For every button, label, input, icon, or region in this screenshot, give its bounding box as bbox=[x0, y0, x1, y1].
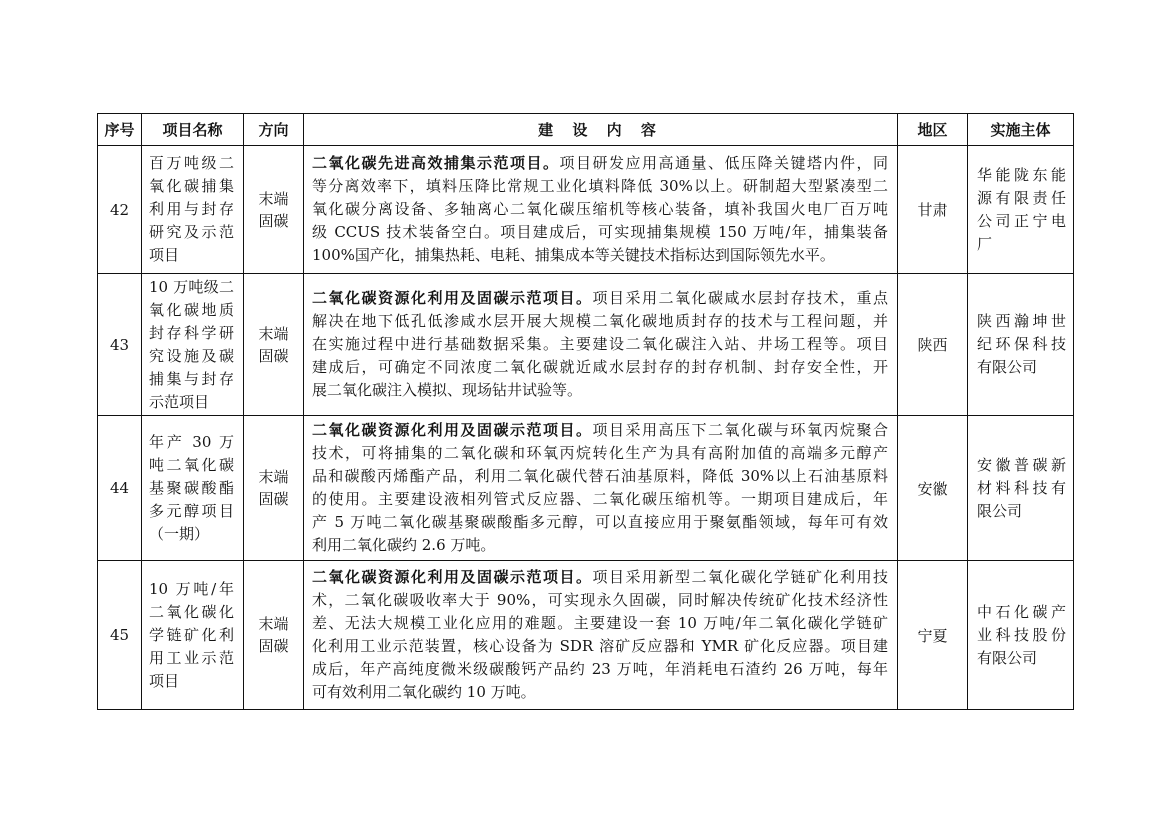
content-line bbox=[312, 589, 888, 612]
entity-line: 限公司 bbox=[977, 501, 1023, 520]
header-region bbox=[898, 114, 968, 146]
content-text: 差、无法大规模工业化应用的难题。主要建设一套 10 万吨/年二氧化碳化学链矿 bbox=[312, 614, 888, 632]
header-name bbox=[142, 114, 244, 146]
region: 宁夏 bbox=[917, 626, 948, 645]
project-name-line: 氧化碳捕集 bbox=[149, 177, 234, 195]
content-text: 等分离效率下，填料压降比常规工业化填料降低 30%以上。研制超大型紧凑型二 bbox=[312, 177, 888, 195]
direction-cell bbox=[244, 146, 304, 274]
region: 安徽 bbox=[917, 479, 948, 498]
row-number-cell bbox=[98, 416, 142, 561]
content-line bbox=[312, 356, 888, 379]
content-line bbox=[312, 566, 888, 589]
table-row bbox=[98, 274, 1074, 416]
project-name-line: 基聚碳酸酯 bbox=[149, 478, 234, 497]
content-text: 建成后，可确定不同浓度二氧化碳就近咸水层封存的封存机制、封存安全性，开 bbox=[312, 358, 888, 376]
content-line bbox=[312, 175, 888, 198]
entity-line: 安徽普碳新 bbox=[977, 455, 1066, 474]
content-text: 术，二氧化碳吸收率大于 90%，可实现永久固碳，同时解决传统矿化技术经济性 bbox=[312, 591, 888, 609]
entity-line: 业科技股份 bbox=[977, 625, 1066, 644]
row-number: 44 bbox=[109, 479, 130, 497]
content-text: 项目采用高压下二氧化碳与环氧丙烷聚合 bbox=[592, 421, 888, 439]
direction-line: 末端 bbox=[258, 324, 289, 343]
project-name-cell bbox=[142, 146, 244, 274]
project-name-line: 百万吨级二 bbox=[149, 154, 234, 172]
region-cell bbox=[898, 146, 968, 274]
construction-content-cell bbox=[304, 274, 898, 416]
content-line bbox=[312, 419, 888, 442]
content-text: 解决在地下低孔低渗咸水层开展大规模二氧化碳地质封存的技术与工程问题，并 bbox=[312, 312, 888, 330]
region-cell bbox=[898, 274, 968, 416]
project-name-line: 捕集与封存 bbox=[149, 369, 234, 388]
row-number-cell bbox=[98, 561, 142, 710]
content-line bbox=[312, 465, 888, 488]
content-text: 技术，可将捕集的二氧化碳和环氧丙烷转化生产为具有高附加值的高端多元醇产 bbox=[312, 444, 888, 462]
row-number: 43 bbox=[109, 335, 130, 354]
content-line bbox=[312, 612, 888, 635]
direction-cell bbox=[244, 274, 304, 416]
project-name-line: 二氧化碳化 bbox=[149, 602, 234, 621]
header-no-label: 序号 bbox=[104, 121, 135, 139]
content-lead: 二氧化碳资源化利用及固碳示范项目。 bbox=[312, 421, 593, 439]
content-line bbox=[312, 152, 888, 175]
direction-line: 末端 bbox=[258, 189, 289, 208]
entity-line: 华能陇东能 bbox=[977, 165, 1066, 184]
table-row bbox=[98, 416, 1074, 561]
direction-line: 固碳 bbox=[258, 490, 289, 508]
content-line bbox=[312, 287, 888, 310]
direction-cell bbox=[244, 416, 304, 561]
direction-line: 固碳 bbox=[258, 211, 289, 230]
content-lead: 二氧化碳资源化利用及固碳示范项目。 bbox=[312, 289, 593, 307]
header-direction bbox=[244, 114, 304, 146]
content-line bbox=[312, 488, 888, 511]
content-text: 产 5 万吨二氧化碳基聚碳酸酯多元醇，可以直接应用于聚氨酯领域，每年可有效 bbox=[312, 513, 888, 531]
direction-line: 末端 bbox=[258, 468, 289, 486]
construction-content-cell bbox=[304, 146, 898, 274]
table-row bbox=[98, 146, 1074, 274]
row-number-cell bbox=[98, 146, 142, 274]
direction-cell bbox=[244, 561, 304, 710]
implementing-entity-cell bbox=[968, 561, 1074, 710]
entity-line: 有限公司 bbox=[977, 358, 1038, 376]
project-name-line: 年产 30 万 bbox=[149, 432, 234, 451]
content-text: 氧化碳分离设备、多轴离心二氧化碳压缩机等核心装备，填补我国火电厂百万吨 bbox=[312, 200, 888, 218]
project-name-line: 学链矿化利 bbox=[149, 625, 234, 644]
table-header bbox=[98, 114, 1074, 146]
content-line bbox=[312, 333, 888, 356]
content-text: 项目采用新型二氧化碳化学链矿化利用技 bbox=[592, 568, 888, 586]
direction-line: 末端 bbox=[258, 615, 289, 633]
construction-content-cell bbox=[304, 416, 898, 561]
project-name-line: 项目 bbox=[149, 671, 180, 690]
entity-line: 有限公司 bbox=[977, 648, 1038, 667]
entity-line: 厂 bbox=[977, 234, 993, 253]
row-number: 45 bbox=[109, 626, 130, 644]
content-text: 成后，年产高纯度微米级碳酸钙产品约 23 万吨，年消耗电石渣约 26 万吨，每年 bbox=[312, 660, 888, 678]
content-line bbox=[312, 244, 888, 267]
header-entity-label: 实施主体 bbox=[990, 121, 1051, 139]
entity-line: 陕西瀚坤世 bbox=[977, 312, 1066, 330]
table-body bbox=[98, 146, 1074, 710]
project-name-cell bbox=[142, 561, 244, 710]
region: 甘肃 bbox=[917, 201, 948, 219]
header-no bbox=[98, 114, 142, 146]
table-row bbox=[98, 561, 1074, 710]
content-text: 利用二氧化碳约 2.6 万吨。 bbox=[312, 536, 496, 554]
content-line bbox=[312, 534, 888, 557]
project-name-line: 利用与封存 bbox=[149, 200, 234, 218]
project-name-line: 吨二氧化碳 bbox=[149, 455, 234, 474]
entity-line: 中石化碳产 bbox=[977, 602, 1066, 621]
content-lead: 二氧化碳先进高效捕集示范项目。 bbox=[312, 154, 560, 172]
content-text: 级 CCUS 技术装备空白。项目建成后，可实现捕集规模 150 万吨/年，捕集装备 bbox=[312, 223, 888, 241]
project-name-line: 多元醇项目 bbox=[149, 501, 234, 520]
content-text: 100%国产化，捕集热耗、电耗、捕集成本等关键技术指标达到国际领先水平。 bbox=[312, 246, 835, 264]
project-name-line: 用工业示范 bbox=[149, 648, 234, 667]
content-text: 展二氧化碳注入模拟、现场钻井试验等。 bbox=[312, 381, 583, 399]
content-lead: 二氧化碳资源化利用及固碳示范项目。 bbox=[312, 568, 593, 586]
content-line bbox=[312, 658, 888, 681]
project-name-line: 10 万吨级二 bbox=[149, 277, 234, 296]
content-line bbox=[312, 379, 888, 402]
content-text: 可有效利用二氧化碳约 10 万吨。 bbox=[312, 683, 536, 701]
direction-line: 固碳 bbox=[258, 346, 289, 365]
header-region-label: 地区 bbox=[917, 121, 948, 139]
content-text: 品和碳酸丙烯酯产品，利用二氧化碳代替石油基原料，降低 30%以上石油基原料 bbox=[312, 467, 888, 485]
entity-line: 源有限责任 bbox=[977, 188, 1066, 207]
content-line bbox=[312, 442, 888, 465]
content-line bbox=[312, 310, 888, 333]
content-text: 项目采用二氧化碳咸水层封存技术，重点 bbox=[592, 289, 888, 307]
project-table bbox=[97, 113, 1074, 710]
project-name-line: 究设施及碳 bbox=[149, 346, 234, 365]
region-cell bbox=[898, 561, 968, 710]
header-content-label: 建 设 内 容 bbox=[538, 121, 663, 139]
implementing-entity-cell bbox=[968, 146, 1074, 274]
direction-line: 固碳 bbox=[258, 637, 289, 655]
project-name-line: 封存科学研 bbox=[149, 323, 234, 342]
row-number-cell bbox=[98, 274, 142, 416]
implementing-entity-cell bbox=[968, 416, 1074, 561]
header-row bbox=[98, 114, 1074, 146]
content-line bbox=[312, 635, 888, 658]
content-text: 在实施过程中进行基础数据采集。主要建设二氧化碳注入站、井场工程等。项目 bbox=[312, 335, 888, 353]
content-text: 化利用工业示范装置，核心设备为 SDR 溶矿反应器和 YMR 矿化反应器。项目建 bbox=[312, 637, 888, 655]
content-text: 项目研发应用高通量、低压降关键塔内件，同 bbox=[559, 154, 888, 172]
region-cell bbox=[898, 416, 968, 561]
implementing-entity-cell bbox=[968, 274, 1074, 416]
content-line bbox=[312, 681, 888, 704]
project-name-line: 示范项目 bbox=[149, 392, 210, 411]
project-name-line: （一期） bbox=[149, 524, 210, 543]
project-name-cell bbox=[142, 416, 244, 561]
entity-line: 公司正宁电 bbox=[977, 211, 1066, 230]
row-number: 42 bbox=[109, 200, 130, 219]
project-name-line: 研究及示范 bbox=[149, 223, 234, 241]
project-name-line: 项目 bbox=[149, 246, 180, 264]
content-text: 的使用。主要建设液相列管式反应器、二氧化碳压缩机等。一期项目建成后，年 bbox=[312, 490, 888, 508]
header-name-label: 项目名称 bbox=[162, 121, 223, 139]
construction-content-cell bbox=[304, 561, 898, 710]
project-name-line: 10 万吨/年 bbox=[149, 579, 234, 598]
project-name-line: 氧化碳地质 bbox=[149, 300, 234, 319]
region: 陕西 bbox=[917, 336, 948, 354]
header-entity bbox=[968, 114, 1074, 146]
content-line bbox=[312, 511, 888, 534]
header-content bbox=[304, 114, 898, 146]
content-line bbox=[312, 221, 888, 244]
entity-line: 纪环保科技 bbox=[977, 335, 1066, 353]
entity-line: 材料科技有 bbox=[977, 478, 1066, 497]
content-line bbox=[312, 198, 888, 221]
project-name-cell bbox=[142, 274, 244, 416]
header-direction-label: 方向 bbox=[258, 121, 289, 139]
